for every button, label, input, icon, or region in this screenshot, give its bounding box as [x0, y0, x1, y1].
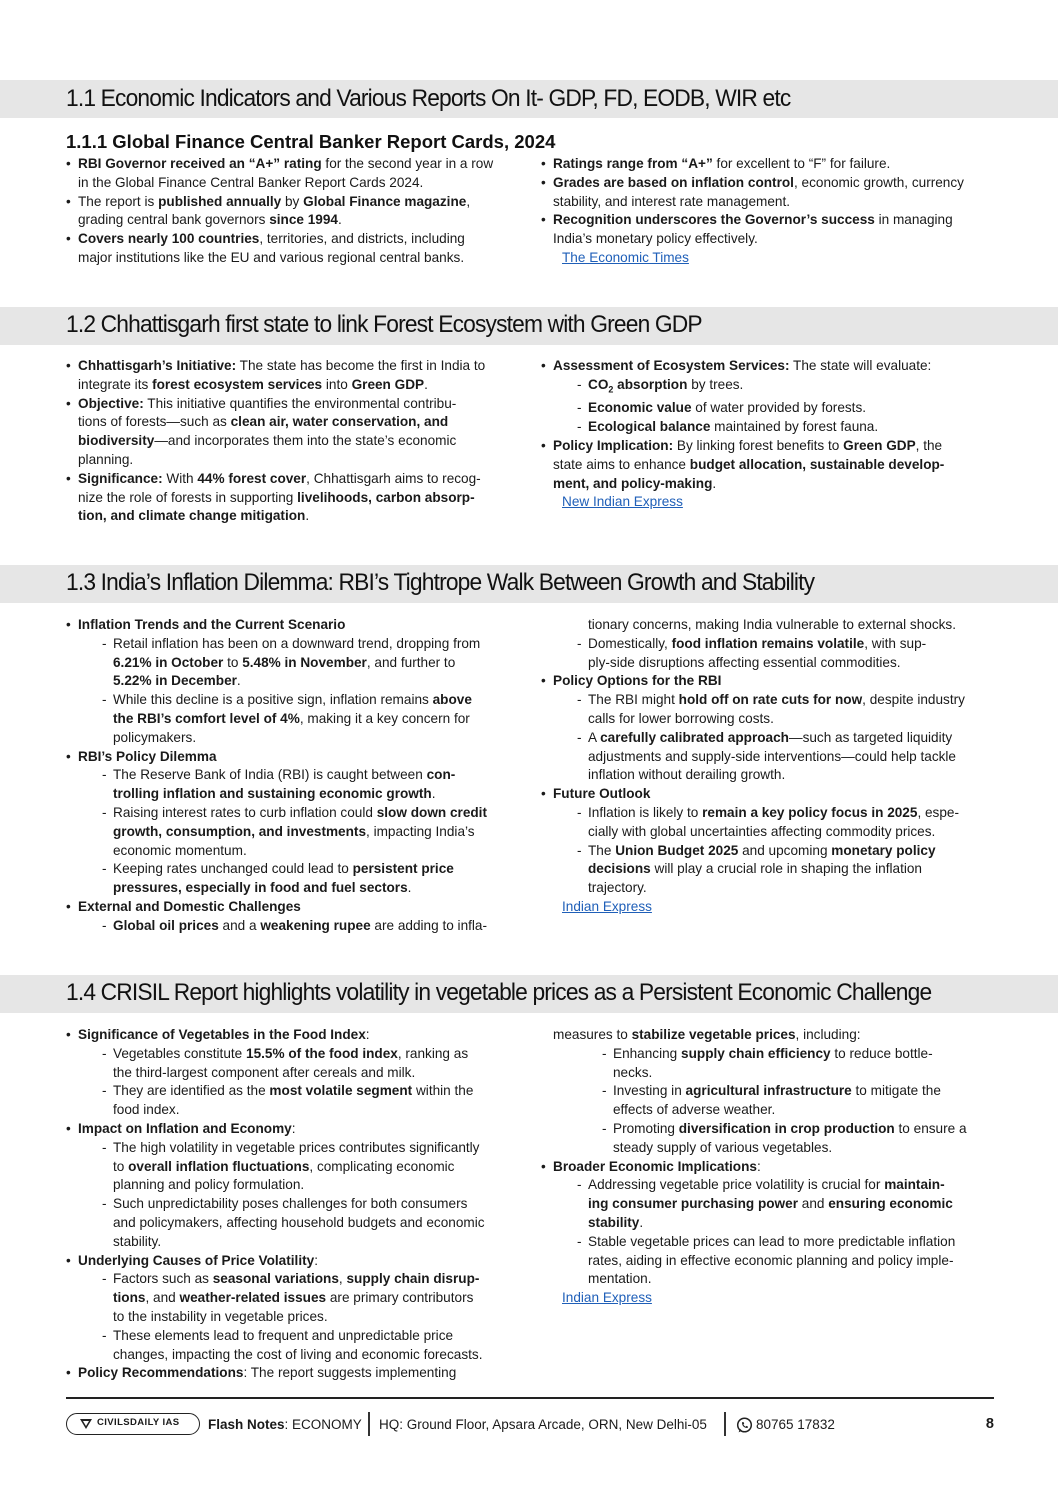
list-item: • Ratings range from “A+” for excellent to “F” for failure. [541, 155, 1001, 174]
list-item: - Vegetables constitute 15.5% of the food index, ranking as the third-largest component after cereals and milk. [66, 1045, 531, 1083]
list-item: - Keeping rates unchanged could lead to persistent price pressures, especially in food and fuel sectors. [66, 860, 531, 898]
list-item: • Significance: With 44% forest cover, Chhattisgarh aims to recog- nize the role of forests in supporting livelihoods, carbon absorp- tion, and climate change mitigation. [66, 470, 526, 526]
section-1-2-title: 1.2 Chhattisgarh first state to link Forest Ecosystem with Green GDP [66, 311, 702, 338]
section-1-1-1-title: 1.1.1 Global Finance Central Banker Report Cards, 2024 [66, 131, 556, 152]
list-item: - Such unpredictability poses challenges for both consumers and policymakers, affecting household budgets and economic stability. [66, 1195, 531, 1251]
list-item: • Significance of Vegetables in the Food Index: [66, 1026, 531, 1045]
whatsapp-icon [736, 1417, 753, 1434]
section-1-4-right-column [541, 1026, 1011, 1308]
list-item: • External and Domestic Challenges [66, 898, 531, 917]
source-link-indian-express[interactable]: Indian Express [562, 898, 652, 914]
list-item: - While this decline is a positive sign, inflation remains above the RBI’s comfort level of 4%, making it a key concern for policymakers. [66, 691, 531, 747]
list-item: • Recognition underscores the Governor’s success in managing India’s monetary policy effectively. [541, 211, 1001, 249]
list-item: • Broader Economic Implications: [541, 1158, 1011, 1177]
list-item: • Objective: This initiative quantifies the environmental contribu- tions of forests—such as clean air, water conservation, and biodiversity—and incorporates them into the state’s economic planning. [66, 395, 526, 470]
list-item: - The Union Budget 2025 and upcoming monetary policy decisions will play a crucial role in shaping the inflation trajectory. [541, 842, 1011, 898]
footer-address: HQ: Ground Floor, Apsara Arcade, ORN, New Delhi-05 [379, 1417, 707, 1432]
list-item: - A carefully calibrated approach—such as targeted liquidity adjustments and supply-side interventions—could help tackle inflation without derailing growth. [541, 729, 1011, 785]
section-1-3-left-column [66, 616, 531, 936]
list-item: • RBI’s Policy Dilemma [66, 748, 531, 767]
list-item: • Future Outlook [541, 785, 1011, 804]
list-item: - The RBI might hold off on rate cuts for now, despite industry calls for lower borrowing costs. [541, 691, 1011, 729]
list-item: • RBI Governor received an “A+” rating for the second year in a row in the Global Finance Central Banker Report Cards 2024. [66, 155, 526, 193]
list-item: - Inflation is likely to remain a key policy focus in 2025, espe- cially with global uncertainties affecting commodity prices. [541, 804, 1011, 842]
section-1-4-left-column [66, 1026, 531, 1383]
page-footer [66, 1406, 994, 1442]
footer-separator [368, 1412, 370, 1436]
list-item: • Underlying Causes of Price Volatility: [66, 1252, 531, 1271]
list-item: - These elements lead to frequent and unpredictable price changes, impacting the cost of living and economic forecasts. [66, 1327, 531, 1365]
list-item: • The report is published annually by Global Finance magazine, grading central bank governors since 1994. [66, 193, 526, 231]
list-item: - Enhancing supply chain efficiency to reduce bottle- necks. [541, 1045, 1011, 1083]
section-1-1-left-column [66, 155, 526, 268]
list-item: • Inflation Trends and the Current Scenario [66, 616, 531, 635]
list-item: • Chhattisgarh’s Initiative: The state has become the first in India to integrate its forest ecosystem services into Green GDP. [66, 357, 526, 395]
list-item: - $CO_2$ absorption by trees. [577, 376, 744, 395]
list-item: - Promoting diversification in crop production to ensure a steady supply of various vegetables. [541, 1120, 1011, 1158]
section-1-4-header [0, 975, 1058, 1013]
list-item: - They are identified as the most volatile segment within the food index. [66, 1082, 531, 1120]
list-item: - Domestically, food inflation remains volatile, with sup- ply-side disruptions affecting essential commodities. [541, 635, 1011, 673]
source-link-indian-express-2[interactable]: Indian Express [562, 1290, 652, 1306]
footer-phone: 80765 17832 [756, 1417, 835, 1432]
section-1-3-title: 1.3 India’s Inflation Dilemma: RBI’s Tightrope Walk Between Growth and Stability [66, 569, 815, 596]
section-1-2-left-column [66, 357, 526, 526]
section-1-3-right-column [541, 616, 1011, 917]
source-link-new-indian-express[interactable]: New Indian Express [562, 494, 683, 510]
list-item: - Stable vegetable prices can lead to more predictable inflation rates, aiding in effective economic planning and policy imple- mentation. [541, 1233, 1011, 1289]
section-1-3-header [0, 565, 1058, 603]
list-item: - Economic value of water provided by forests. [541, 399, 1001, 418]
list-item: • Policy Implication: By linking forest benefits to Green GDP, the state aims to enhance budget allocation, sustainable develop- ment, and policy-making. [541, 437, 1001, 493]
section-1-2-header [0, 307, 1058, 345]
list-item-continued: measures to stabilize vegetable prices, including: [553, 1027, 861, 1042]
logo-mark-icon [79, 1417, 93, 1430]
list-item: - Factors such as seasonal variations, supply chain disrup- tions, and weather-related issues are primary contributors to the instability in vegetable prices. [66, 1270, 531, 1326]
flash-notes-label: Flash Notes: ECONOMY [208, 1417, 362, 1432]
list-item: • Grades are based on inflation control, economic growth, currency stability, and interest rate management. [541, 174, 1001, 212]
list-item: - Ecological balance maintained by forest fauna. [541, 418, 1001, 437]
source-link-economic-times[interactable]: The Economic Times [562, 249, 689, 265]
list-item: - The high volatility in vegetable prices contributes significantly to overall inflation fluctuations, complicating economic planning and policy formulation. [66, 1139, 531, 1195]
section-1-1-title: 1.1 Economic Indicators and Various Reports On It- GDP, FD, EODB, WIR etc [66, 85, 791, 112]
list-item: • Impact on Inflation and Economy: [66, 1120, 531, 1139]
section-1-1-header [0, 80, 1058, 118]
list-item: - Retail inflation has been on a downward trend, dropping from 6.21% in October to 5.48% in November, and further to 5.22% in December. [66, 635, 531, 691]
civilsdaily-logo: CIVILSDAILY IAS [66, 1413, 200, 1435]
list-item: • Policy Options for the RBI [541, 672, 1011, 691]
list-item: - The Reserve Bank of India (RBI) is caught between con- trolling inflation and sustaining economic growth. [66, 766, 531, 804]
list-item: - Global oil prices and a weakening rupee are adding to infla- [66, 917, 531, 936]
section-1-4-title: 1.4 CRISIL Report highlights volatility in vegetable prices as a Persistent Economic Challenge [66, 979, 932, 1006]
list-item: - Raising interest rates to curb inflation could slow down credit growth, consumption, and investments, impacting India’s economic momentum. [66, 804, 531, 860]
page-number: 8 [985, 1416, 994, 1432]
list-item-continued: tionary concerns, making India vulnerable to external shocks. [588, 617, 956, 632]
list-item: • Covers nearly 100 countries, territories, and districts, including major institutions like the EU and various regional central banks. [66, 230, 526, 268]
list-item: - Addressing vegetable price volatility is crucial for maintain- ing consumer purchasing power and ensuring economic stability. [541, 1176, 1011, 1232]
list-item: • Assessment of Ecosystem Services: The state will evaluate: [541, 357, 1001, 376]
list-item: - Investing in agricultural infrastructure to mitigate the effects of adverse weather. [541, 1082, 1011, 1120]
section-1-1-right-column [541, 155, 1001, 268]
list-item: • Policy Recommendations: The report suggests implementing [66, 1364, 531, 1383]
footer-divider [66, 1397, 994, 1399]
section-1-2-right-column [541, 357, 1001, 512]
footer-separator [724, 1412, 726, 1436]
